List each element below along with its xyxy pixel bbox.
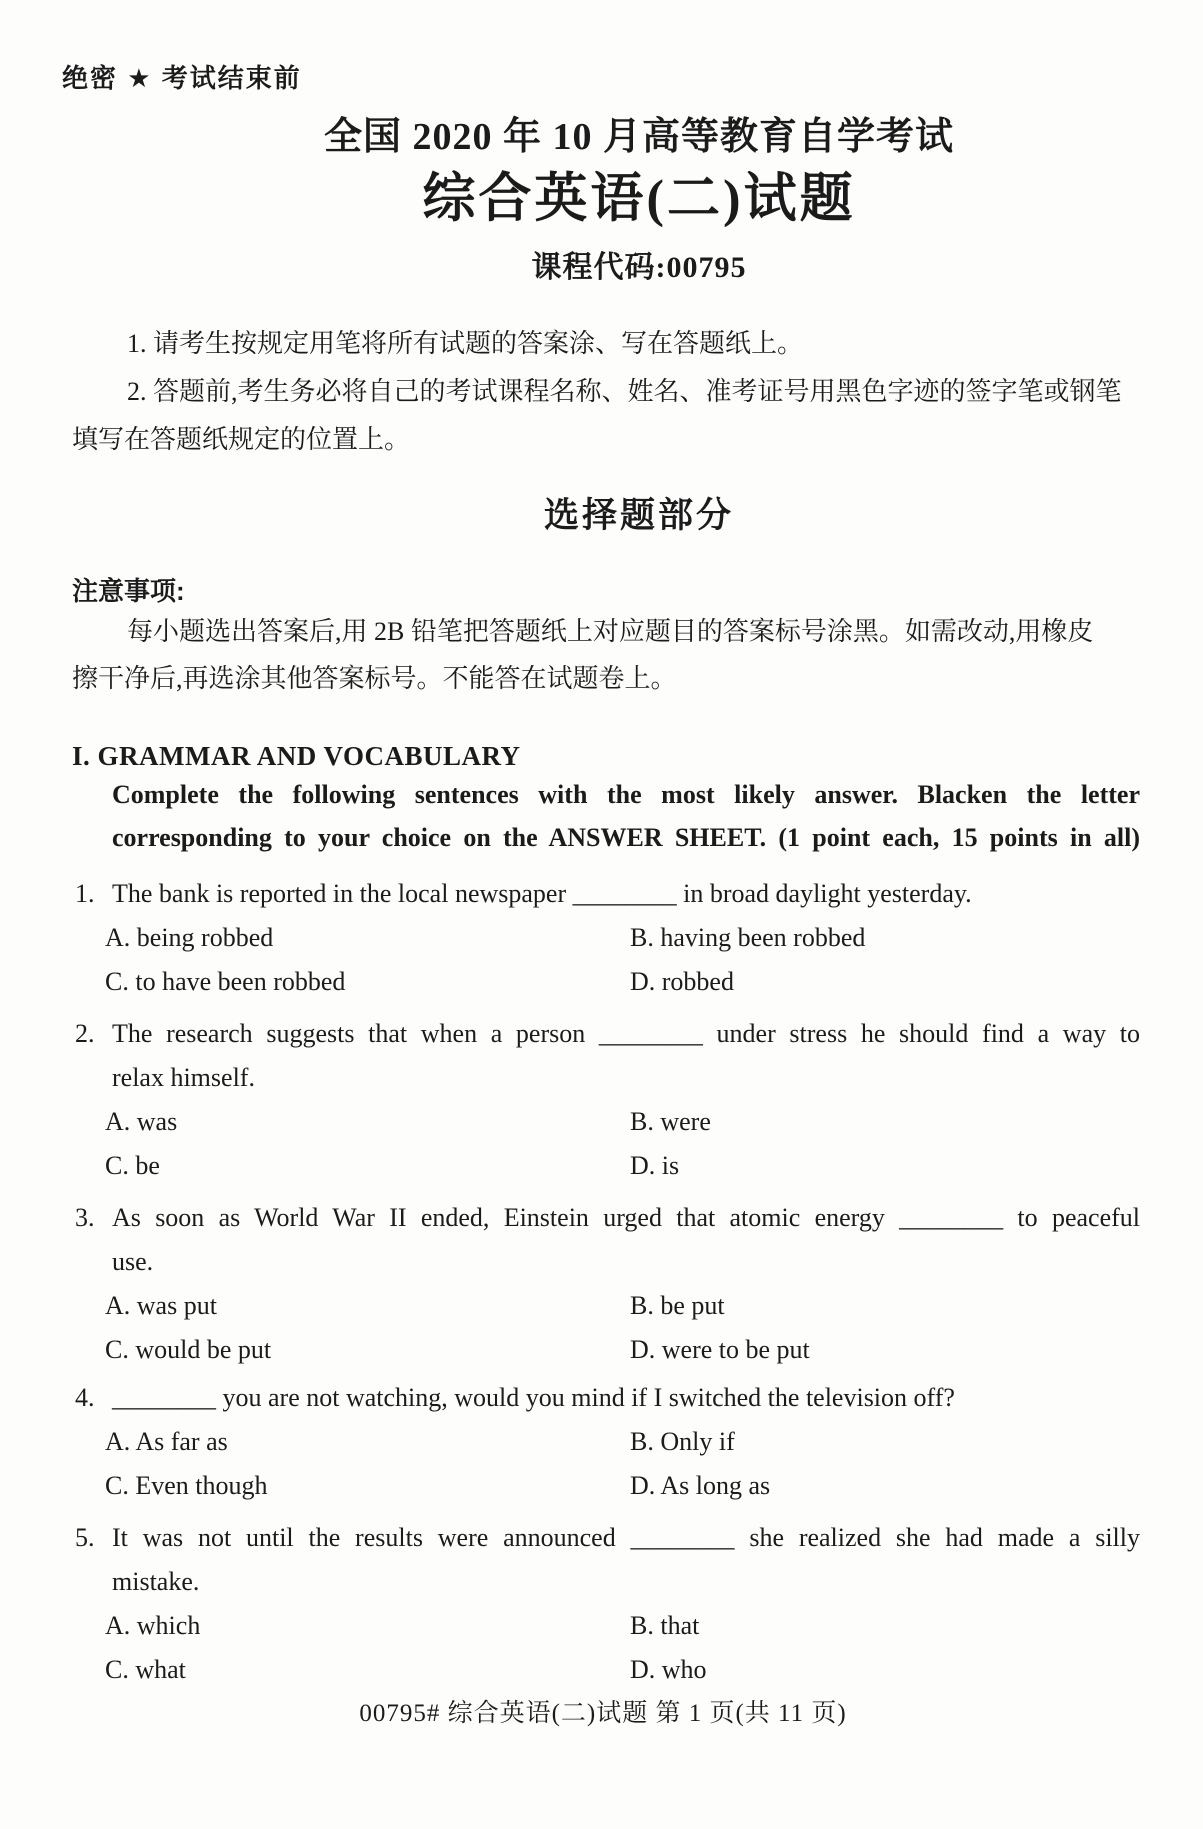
question-5 [72, 1516, 1140, 1560]
notice-item-1: 1. 请考生按规定用笔将所有试题的答案涂、写在答题纸上。 [127, 329, 804, 358]
question-4-text: ________ you are not watching, would you mind if I switched the television off? [112, 1383, 955, 1412]
question-4-option-d: D. As long as [630, 1471, 771, 1500]
question-5-text-continuation: mistake. [112, 1567, 200, 1596]
security-classification-label: 绝密 ★ 考试结束前 [62, 63, 302, 93]
question-4-option-a: A. As far as [105, 1427, 228, 1456]
question-4-options-row-2 [72, 1464, 1140, 1508]
question-2-options-row-1 [72, 1100, 1140, 1144]
question-3-options-row-1 [72, 1284, 1140, 1328]
part1-directions-line-1: Complete the following sentences with the most likely answer. Blacken the letter [112, 780, 1140, 809]
question-2-option-b: B. were [630, 1107, 711, 1136]
part1-directions-line-2: corresponding to your choice on the ANSWER SHEET. (1 point each, 15 points in all) [112, 823, 1140, 852]
question-2-text: The research suggests that when a person ________ under stress he should find a way to [112, 1019, 1140, 1048]
question-2-option-d: D. is [630, 1151, 680, 1180]
question-2-option-a: A. was [105, 1107, 178, 1136]
attention-line-1: 每小题选出答案后,用 2B 铅笔把答题纸上对应题目的答案标号涂黑。如需改动,用橡皮 [127, 617, 1094, 646]
exam-subtitle: 综合英语(二)试题 [422, 170, 856, 228]
question-1-number: 1. [75, 879, 95, 908]
question-3-number: 3. [75, 1203, 95, 1232]
question-5-option-c: C. what [105, 1655, 186, 1684]
question-4-options-row-1 [72, 1420, 1140, 1464]
exam-title: 全国 2020 年 10 月高等教育自学考试 [323, 116, 954, 158]
question-1-option-c: C. to have been robbed [105, 967, 346, 996]
question-3-text: As soon as World War II ended, Einstein urged that atomic energy ________ to peaceful [112, 1203, 1140, 1232]
question-1-option-b: B. having been robbed [630, 923, 866, 952]
question-3-option-b: B. be put [630, 1291, 725, 1320]
question-5-text: It was not until the results were announced ________ she realized she had made a silly [112, 1523, 1140, 1552]
question-3-options-row-2 [72, 1328, 1140, 1372]
question-5-option-d: D. who [630, 1655, 707, 1684]
exam-header [72, 114, 1140, 286]
question-3 [72, 1196, 1140, 1240]
notice-item-2-continuation: 填写在答题纸规定的位置上。 [72, 425, 411, 454]
question-5-options-row-1 [72, 1604, 1140, 1648]
question-5-option-b: B. that [630, 1611, 700, 1640]
part1-heading: I. GRAMMAR AND VOCABULARY [72, 741, 521, 771]
question-4-option-b: B. Only if [630, 1427, 735, 1456]
question-2 [72, 1012, 1140, 1056]
question-4 [72, 1376, 1140, 1420]
question-1-option-a: A. being robbed [105, 923, 274, 952]
page-footer: 00795# 综合英语(二)试题 第 1 页(共 11 页) [359, 1700, 847, 1727]
question-2-number: 2. [75, 1019, 95, 1048]
question-1-text: The bank is reported in the local newspaper ________ in broad daylight yesterday. [112, 879, 972, 908]
question-1-options-row-1 [72, 916, 1140, 960]
question-3-option-d: D. were to be put [630, 1335, 810, 1364]
question-5-number: 5. [75, 1523, 95, 1552]
notice-item-2: 2. 答题前,考生务必将自己的考试课程名称、姓名、准考证号用黑色字迹的签字笔或钢笔 [127, 377, 1122, 406]
course-code: 课程代码:00795 [531, 251, 747, 284]
question-1-options-row-2 [72, 960, 1140, 1004]
question-5-option-a: A. which [105, 1611, 201, 1640]
section-title: 选择题部分 [543, 496, 734, 535]
question-5-options-row-2 [72, 1648, 1140, 1692]
question-3-option-a: A. was put [105, 1291, 217, 1320]
question-2-options-row-2 [72, 1144, 1140, 1188]
question-2-text-continuation: relax himself. [112, 1063, 255, 1092]
question-1-option-d: D. robbed [630, 967, 734, 996]
question-4-number: 4. [75, 1383, 95, 1412]
question-3-text-continuation: use. [112, 1247, 154, 1276]
question-2-option-c: C. be [105, 1151, 160, 1180]
question-1 [72, 872, 1140, 916]
attention-line-2: 擦干净后,再选涂其他答案标号。不能答在试题卷上。 [72, 664, 677, 693]
question-3-option-c: C. would be put [105, 1335, 272, 1364]
attention-heading: 注意事项: [72, 576, 185, 606]
question-4-option-c: C. Even though [105, 1471, 268, 1500]
